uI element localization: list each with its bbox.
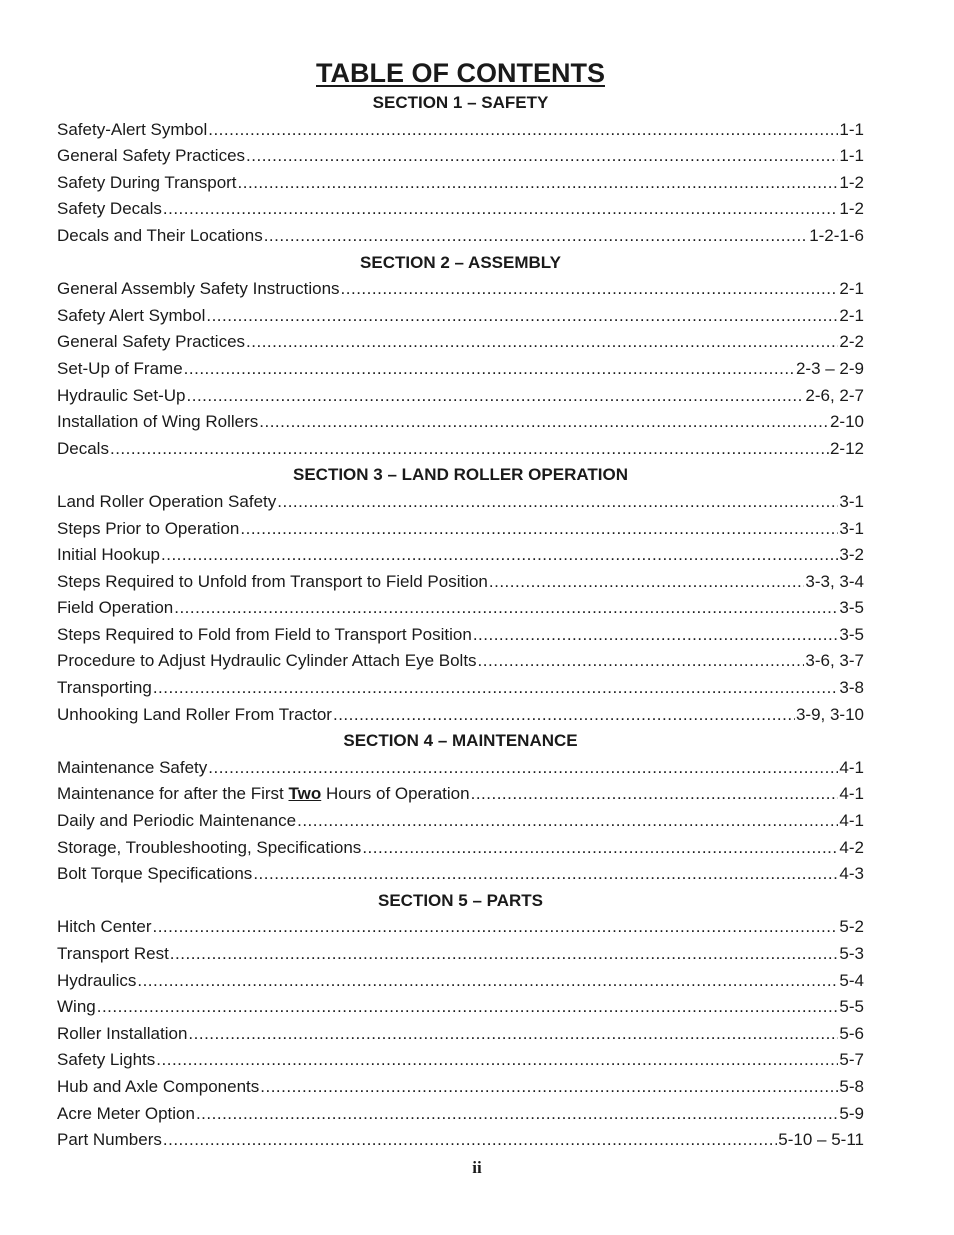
toc-entry[interactable] — [57, 409, 864, 436]
dot-leader — [333, 702, 795, 729]
toc-entry[interactable] — [57, 276, 864, 303]
toc-entry-page: 1-2 — [839, 172, 864, 192]
page-number: ii — [472, 1158, 482, 1177]
dot-leader — [246, 329, 838, 356]
toc-entry[interactable] — [57, 941, 864, 968]
toc-entry-label: Maintenance Safety — [57, 757, 208, 777]
toc-entry-page: 2-12 — [829, 438, 864, 458]
toc-entry[interactable] — [57, 808, 864, 835]
dot-leader — [260, 1074, 838, 1101]
toc-entry[interactable] — [57, 1074, 864, 1101]
toc-entry-page: 1-2 — [839, 199, 864, 219]
dot-leader — [153, 675, 839, 702]
section-heading: SECTION 1 – SAFETY — [372, 93, 549, 112]
toc-entry[interactable] — [57, 303, 864, 330]
toc-entry-label: Safety-Alert Symbol — [57, 119, 208, 139]
toc-entry-label: Transport Rest — [57, 944, 169, 963]
toc-entry-page: 1-1 — [839, 119, 864, 139]
dot-leader — [238, 170, 839, 197]
toc-entry-label: Daily and Periodic Maintenance — [57, 811, 297, 831]
toc-entry-label: Hydraulic Set-Up — [57, 385, 186, 405]
toc-entry-label: Roller Installation — [57, 1023, 188, 1043]
dot-leader — [156, 1047, 838, 1074]
dot-leader — [489, 569, 805, 596]
dot-leader — [473, 622, 839, 649]
dot-leader — [208, 117, 838, 144]
toc-entry[interactable] — [57, 196, 864, 223]
toc-entry[interactable] — [57, 436, 864, 463]
dot-leader — [196, 1101, 838, 1128]
dot-leader — [174, 595, 838, 622]
toc-entry-page: 5-9 — [839, 1103, 864, 1123]
dot-leader — [163, 196, 839, 223]
toc-entry-label: Set-Up of Frame — [57, 358, 183, 378]
toc-entry-page: 3-1 — [839, 518, 864, 538]
toc-entry[interactable] — [57, 117, 864, 144]
page-title: TABLE OF CONTENTS — [316, 58, 605, 88]
toc-entry[interactable] — [57, 1101, 864, 1128]
dot-leader — [240, 516, 838, 543]
toc-entry-label: Land Roller Operation Safety — [57, 491, 277, 511]
dot-leader — [206, 303, 838, 330]
toc-entry-label: Hydraulics — [57, 970, 137, 990]
dot-leader — [478, 648, 805, 675]
toc-entry-label-part: Maintenance for after the First — [57, 784, 289, 804]
section-heading: SECTION 4 – MAINTENANCE — [343, 731, 578, 751]
toc-entry-label: Acre Meter Option — [57, 1103, 195, 1123]
toc-entry-label: Steps Prior to Operation — [57, 518, 240, 538]
toc-entry-page: 4-1 — [839, 757, 864, 777]
toc-entry[interactable] — [57, 170, 864, 197]
dot-leader — [277, 489, 838, 516]
toc-entry-page: 5-3 — [839, 944, 864, 963]
toc-entry[interactable] — [57, 755, 864, 782]
toc-entry-label: Hub and Axle Components — [57, 1076, 260, 1096]
toc-entry-label: Installation of Wing Rollers — [57, 412, 259, 432]
dot-leader — [161, 542, 838, 569]
toc-entry-page: 3-2 — [839, 545, 864, 565]
toc-entry[interactable] — [57, 223, 864, 250]
toc-entry-label: Procedure to Adjust Hydraulic Cylinder Attach Eye Bolts — [57, 651, 477, 671]
toc-entry[interactable] — [57, 569, 864, 596]
toc-entry-page: 4-1 — [839, 811, 864, 831]
dot-leader — [264, 223, 808, 250]
toc-entry-page: 3-5 — [839, 624, 864, 644]
toc-entry-page: 1-1 — [839, 146, 864, 166]
toc-entry[interactable] — [57, 1047, 864, 1074]
toc-entry-label: Steps Required to Fold from Field to Transport Position — [57, 624, 472, 644]
toc-list — [57, 90, 864, 1154]
toc-entry[interactable] — [57, 329, 864, 356]
toc-entry-page: 3-9, 3-10 — [795, 704, 864, 724]
toc-entry-page: 2-3 – 2-9 — [795, 358, 864, 378]
toc-entry[interactable] — [57, 143, 864, 170]
dot-leader — [297, 808, 838, 835]
toc-entry-page: 4-3 — [839, 864, 864, 884]
toc-entry-page: 2-1 — [839, 305, 864, 325]
toc-entry-page: 2-10 — [829, 412, 864, 432]
toc-entry-label: Hitch Center — [57, 917, 152, 937]
toc-entry[interactable] — [57, 675, 864, 702]
dot-leader — [97, 994, 839, 1021]
dot-leader — [163, 1127, 777, 1154]
toc-entry-page: 2-1 — [839, 279, 864, 299]
toc-entry-page: 2-6, 2-7 — [805, 385, 864, 405]
toc-entry-page: 3-1 — [839, 491, 864, 511]
dot-leader — [471, 781, 839, 808]
toc-entry-page: 1-2-1-6 — [809, 225, 864, 245]
toc-entry[interactable] — [57, 1021, 864, 1048]
toc-entry-label: Initial Hookup — [57, 545, 161, 565]
toc-entry-page: 5-2 — [839, 917, 864, 937]
dot-leader — [152, 914, 838, 941]
toc-entry-label: Transporting — [57, 678, 152, 698]
toc-entry-page: 4-2 — [839, 837, 864, 857]
toc-entry-label: General Safety Practices — [57, 146, 246, 166]
dot-leader — [341, 276, 839, 303]
toc-entry-page: 3-3, 3-4 — [805, 571, 864, 591]
toc-entry[interactable] — [57, 702, 864, 729]
toc-entry-page: 3-5 — [839, 598, 864, 618]
toc-entry-label: Safety Alert Symbol — [57, 305, 206, 325]
toc-entry[interactable] — [57, 595, 864, 622]
section-heading: SECTION 5 – PARTS — [378, 890, 543, 910]
section-heading: SECTION 3 – LAND ROLLER OPERATION — [293, 465, 628, 485]
dot-leader — [184, 356, 795, 383]
toc-entry-page: 4-1 — [839, 784, 864, 804]
toc-entry-page: 3-8 — [839, 678, 864, 698]
toc-entry-label: General Assembly Safety Instructions — [57, 279, 340, 299]
toc-entry[interactable] — [57, 1127, 864, 1154]
toc-entry-label: Unhooking Land Roller From Tractor — [57, 704, 332, 724]
toc-entry[interactable] — [57, 994, 864, 1021]
dot-leader — [259, 409, 829, 436]
toc-entry[interactable] — [57, 968, 864, 995]
toc-entry-label: Decals — [57, 438, 109, 458]
section-heading: SECTION 2 – ASSEMBLY — [360, 252, 561, 272]
toc-entry-page: 5-5 — [839, 997, 864, 1017]
toc-entry[interactable] — [57, 516, 864, 543]
toc-entry-label-emphasis: Two — [288, 784, 322, 804]
toc-entry[interactable] — [57, 542, 864, 569]
toc-entry[interactable] — [57, 622, 864, 649]
toc-entry-label — [57, 781, 470, 808]
toc-entry-page: 5-6 — [839, 1023, 864, 1043]
dot-leader — [137, 968, 838, 995]
toc-entry-label: Storage, Troubleshooting, Specifications — [57, 837, 362, 857]
toc-entry-label: Safety During Transport — [57, 172, 237, 192]
dot-leader — [170, 941, 839, 968]
toc-page — [57, 56, 864, 1154]
toc-entry-label: Part Numbers — [57, 1130, 162, 1150]
dot-leader — [253, 861, 838, 888]
toc-entry[interactable] — [57, 861, 864, 888]
toc-entry-page: 5-4 — [839, 970, 864, 990]
toc-entry-label: Decals and Their Locations — [57, 225, 263, 245]
toc-entry[interactable] — [57, 489, 864, 516]
toc-entry-page: 3-6, 3-7 — [805, 651, 864, 671]
toc-entry-label: Bolt Torque Specifications — [57, 864, 253, 884]
dot-leader — [246, 143, 838, 170]
toc-entry-label: Wing — [57, 997, 96, 1017]
toc-entry[interactable] — [57, 356, 864, 383]
toc-entry[interactable] — [57, 835, 864, 862]
toc-entry-page: 2-2 — [839, 332, 864, 352]
toc-entry-label-part: Hours of Operation — [321, 784, 470, 804]
toc-entry-label: Safety Decals — [57, 199, 162, 219]
toc-entry[interactable] — [57, 914, 864, 941]
toc-entry-page: 5-7 — [839, 1050, 864, 1070]
toc-entry-page: 5-10 – 5-11 — [778, 1130, 864, 1150]
dot-leader — [362, 835, 838, 862]
toc-entry[interactable] — [57, 383, 864, 410]
toc-entry-label: Safety Lights — [57, 1050, 156, 1070]
dot-leader — [188, 1021, 838, 1048]
toc-entry-label: Field Operation — [57, 598, 174, 618]
toc-entry[interactable] — [57, 648, 864, 675]
dot-leader — [208, 755, 838, 782]
toc-entry-page: 5-8 — [839, 1076, 864, 1096]
toc-entry[interactable] — [57, 781, 864, 808]
toc-entry-label: Steps Required to Unfold from Transport to Field Position — [57, 571, 488, 591]
dot-leader — [187, 383, 805, 410]
dot-leader — [110, 436, 829, 463]
toc-entry-label: General Safety Practices — [57, 332, 246, 352]
